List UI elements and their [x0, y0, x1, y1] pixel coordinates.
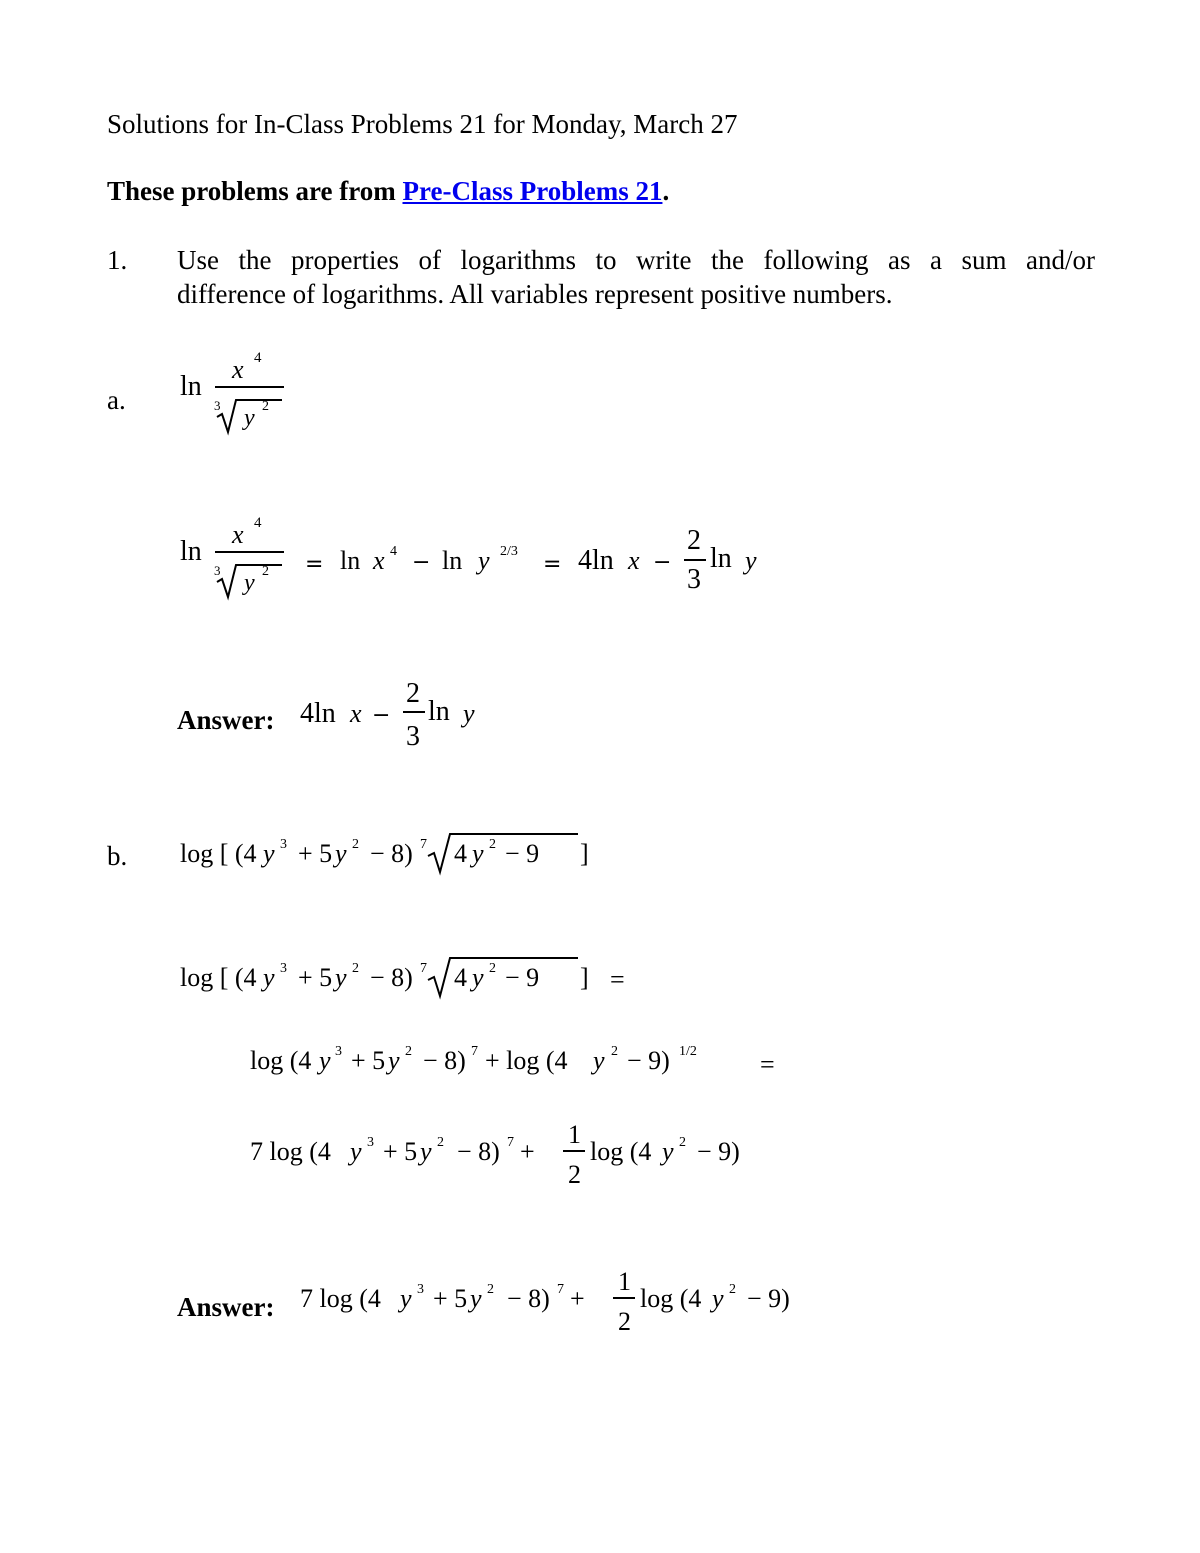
svg-text:4ln: 4ln: [300, 698, 336, 729]
svg-text:3: 3: [335, 1044, 342, 1059]
pre-class-problems-link[interactable]: Pre-Class Problems 21: [402, 176, 663, 206]
svg-text:1/2: 1/2: [679, 1044, 697, 1059]
svg-text:x: x: [232, 355, 244, 384]
svg-text:− 9): − 9): [697, 1137, 740, 1166]
svg-text:y: y: [470, 1284, 482, 1313]
svg-text:2: 2: [262, 399, 269, 414]
svg-text:ln: ln: [180, 371, 202, 402]
svg-text:2: 2: [611, 1044, 618, 1059]
svg-text:+ 5: + 5: [351, 1046, 386, 1075]
svg-text:log (4: log (4: [590, 1137, 652, 1166]
svg-text:y: y: [263, 839, 275, 868]
svg-text:y: y: [593, 1046, 605, 1075]
svg-text:2: 2: [489, 961, 496, 976]
svg-text:+: +: [570, 1284, 585, 1313]
svg-text:7: 7: [420, 837, 427, 852]
svg-text:x: x: [373, 546, 385, 575]
part-a-expression: [170, 340, 300, 440]
svg-text:2: 2: [489, 837, 496, 852]
svg-text:7: 7: [557, 1282, 564, 1297]
svg-text:2: 2: [618, 1307, 631, 1336]
svg-text:4: 4: [254, 515, 262, 531]
svg-text:y: y: [388, 1046, 400, 1075]
svg-text:7: 7: [420, 961, 427, 976]
svg-text:y: y: [350, 1137, 362, 1166]
svg-text:y: y: [420, 1137, 432, 1166]
svg-text:2: 2: [352, 837, 359, 852]
svg-text:2: 2: [437, 1135, 444, 1150]
svg-text:− 9): − 9): [747, 1284, 790, 1313]
svg-text:2: 2: [687, 525, 701, 556]
part-b-work-line1: [170, 944, 640, 1014]
svg-text:7 log (4: 7 log (4: [300, 1284, 381, 1313]
svg-text:=: =: [305, 552, 324, 577]
svg-text:+ log (4: + log (4: [485, 1046, 568, 1075]
svg-text:ln: ln: [180, 536, 202, 567]
svg-text:3: 3: [214, 563, 221, 578]
svg-text:y: y: [400, 1284, 412, 1313]
svg-text:log [ (4: log [ (4: [180, 963, 257, 992]
svg-text:2: 2: [405, 1044, 412, 1059]
svg-text:−: −: [372, 703, 391, 728]
svg-text:4ln: 4ln: [578, 545, 614, 576]
svg-text:3: 3: [687, 564, 701, 595]
svg-text:x: x: [232, 520, 244, 549]
svg-text:=: =: [543, 552, 562, 577]
svg-text:y: y: [263, 963, 275, 992]
svg-text:2: 2: [679, 1135, 686, 1150]
intro-prefix: These problems are from: [107, 176, 403, 206]
svg-text:+ 5: + 5: [298, 963, 333, 992]
svg-text:log (4: log (4: [250, 1046, 312, 1075]
intro-suffix: .: [662, 176, 670, 206]
svg-text:ln: ln: [710, 543, 732, 574]
svg-text:y: y: [335, 963, 347, 992]
svg-text:y: y: [712, 1284, 724, 1313]
part-b-expression: [170, 820, 600, 890]
svg-text:− 8): − 8): [423, 1046, 466, 1075]
svg-text:+ 5: + 5: [298, 839, 333, 868]
intro-line: [107, 175, 669, 207]
svg-text:x: x: [350, 699, 362, 728]
problem-instructions-line1: Use the properties of logarithms to write the following as a sum and/or: [177, 245, 1095, 275]
svg-text:3: 3: [280, 837, 287, 852]
svg-text:y: y: [478, 546, 490, 575]
svg-text:y: y: [662, 1137, 674, 1166]
svg-text:2/3: 2/3: [500, 544, 518, 559]
svg-text:4: 4: [454, 839, 467, 868]
part-a-answer-expression: [295, 670, 515, 755]
svg-text:y: y: [244, 570, 255, 596]
svg-text:y: y: [745, 546, 757, 575]
svg-text:x: x: [628, 546, 640, 575]
svg-text:4: 4: [454, 963, 467, 992]
part-b-answer-expression: [295, 1262, 825, 1342]
part-b-label: b.: [107, 841, 128, 871]
svg-text:2: 2: [487, 1282, 494, 1297]
svg-text:4: 4: [254, 350, 262, 366]
svg-text:2: 2: [262, 564, 269, 579]
svg-text:2: 2: [352, 961, 359, 976]
svg-text:4: 4: [390, 544, 397, 559]
svg-text:log [ (4: log [ (4: [180, 839, 257, 868]
svg-text:ln: ln: [340, 546, 361, 575]
svg-text:3: 3: [214, 398, 221, 413]
svg-text:y: y: [244, 405, 255, 431]
svg-text:ln: ln: [428, 696, 450, 727]
part-a-answer-label: Answer:: [177, 705, 275, 735]
svg-text:2: 2: [729, 1282, 736, 1297]
svg-text:1: 1: [568, 1120, 581, 1149]
svg-text:log (4: log (4: [640, 1284, 702, 1313]
svg-text:y: y: [319, 1046, 331, 1075]
svg-text:− 8): − 8): [370, 963, 413, 992]
part-b-work-line2: [245, 1035, 805, 1095]
svg-text:y: y: [472, 963, 484, 992]
svg-text:=: =: [760, 1050, 775, 1079]
svg-text:1: 1: [618, 1267, 631, 1296]
part-b-work-line3: [245, 1115, 775, 1195]
svg-text:3: 3: [417, 1282, 424, 1297]
svg-text:y: y: [472, 839, 484, 868]
svg-text:7 log (4: 7 log (4: [250, 1137, 331, 1166]
problem-instructions-line2: difference of logarithms. All variables represent positive numbers.: [177, 279, 893, 309]
svg-text:y: y: [335, 839, 347, 868]
part-a-label: a.: [107, 385, 126, 415]
svg-text:7: 7: [507, 1135, 514, 1150]
svg-text:2: 2: [568, 1160, 581, 1189]
svg-text:]: ]: [580, 839, 589, 868]
svg-text:]: ]: [580, 963, 589, 992]
svg-text:− 9: − 9: [505, 963, 540, 992]
svg-text:− 8): − 8): [457, 1137, 500, 1166]
svg-text:ln: ln: [442, 546, 463, 575]
svg-text:− 8): − 8): [507, 1284, 550, 1313]
svg-text:+: +: [520, 1137, 535, 1166]
svg-text:3: 3: [406, 721, 420, 752]
svg-text:7: 7: [471, 1044, 478, 1059]
svg-text:− 8): − 8): [370, 839, 413, 868]
part-a-work: [170, 505, 790, 615]
svg-text:− 9: − 9: [505, 839, 540, 868]
svg-text:2: 2: [406, 678, 420, 709]
svg-text:3: 3: [367, 1135, 374, 1150]
svg-text:+ 5: + 5: [433, 1284, 468, 1313]
problem-number: 1.: [107, 245, 128, 275]
svg-text:y: y: [463, 699, 475, 728]
svg-text:3: 3: [280, 961, 287, 976]
part-b-answer-label: Answer:: [177, 1292, 275, 1322]
svg-text:− 9): − 9): [627, 1046, 670, 1075]
svg-text:−: −: [412, 550, 431, 575]
svg-text:−: −: [653, 550, 672, 575]
svg-text:+ 5: + 5: [383, 1137, 418, 1166]
svg-text:=: =: [610, 965, 625, 994]
page-title: Solutions for In-Class Problems 21 for Monday, March 27: [107, 109, 738, 139]
